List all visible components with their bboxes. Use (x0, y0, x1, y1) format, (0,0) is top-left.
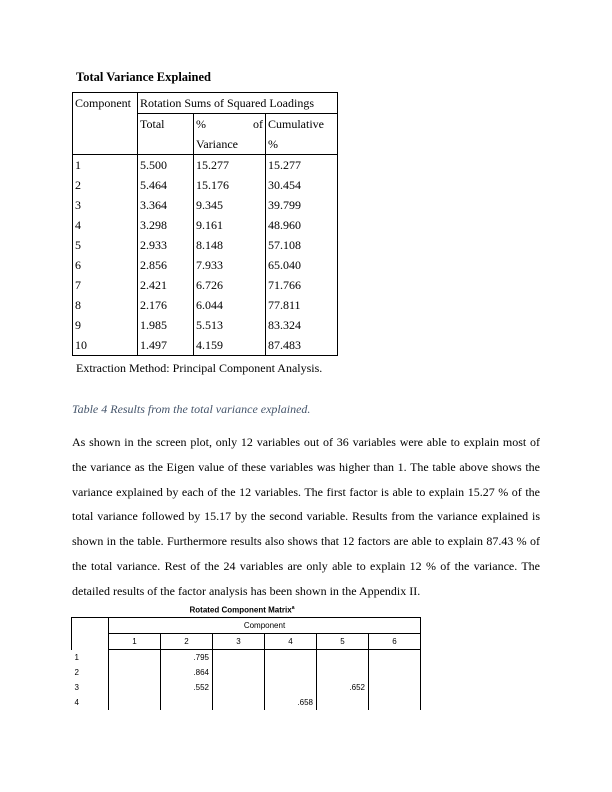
cell-total: 2.176 (138, 295, 194, 315)
matrix-cell (317, 695, 369, 710)
rotated-matrix-title: Rotated Component Matrix$^a$ (189, 605, 295, 615)
variance-row (73, 175, 338, 195)
matrix-cell (317, 665, 369, 680)
variance-row (73, 255, 338, 275)
cell-total: 3.364 (138, 195, 194, 215)
rotated-component-matrix (71, 617, 421, 710)
cell-total: 2.856 (138, 255, 194, 275)
cell-cum: 39.799 (266, 195, 338, 215)
matrix-row (72, 650, 421, 666)
total-variance-table (72, 92, 338, 356)
matrix-row-label: 4 (74, 698, 79, 707)
cell-cum: 48.960 (266, 215, 338, 235)
cell-component: 4 (73, 215, 138, 235)
cell-pct: 6.726 (194, 275, 266, 295)
cell-component: 8 (73, 295, 138, 315)
cell-component: 10 (73, 335, 138, 356)
header-cumulative: Cumulative % (266, 114, 338, 155)
cell-total: 5.500 (138, 155, 194, 176)
cell-cum: 57.108 (266, 235, 338, 255)
header-total: Total (138, 114, 194, 155)
matrix-column-header: 4 (265, 634, 317, 650)
header-component: Component (73, 93, 138, 155)
matrix-cell (109, 680, 161, 695)
cell-cum: 87.483 (266, 335, 338, 356)
matrix-component-header: Component (109, 618, 421, 634)
matrix-column-header: 1 (109, 634, 161, 650)
matrix-column-header: 3 (213, 634, 265, 650)
variance-table-title: Total Variance Explained (76, 70, 211, 84)
cell-pct: 5.513 (194, 315, 266, 335)
cell-total: 5.464 (138, 175, 194, 195)
variance-row (73, 295, 338, 315)
cell-cum: 65.040 (266, 255, 338, 275)
cell-total: 2.933 (138, 235, 194, 255)
matrix-column-header: 6 (369, 634, 421, 650)
matrix-row (72, 665, 421, 680)
cell-cum: 71.766 (266, 275, 338, 295)
matrix-cell: .864 (161, 665, 213, 680)
matrix-cell: .552 (161, 680, 213, 695)
table-caption: Table 4 Results from the total variance explained. (72, 402, 311, 416)
matrix-cell (213, 650, 265, 666)
extraction-method-note: Extraction Method: Principal Component Analysis. (76, 361, 323, 375)
cell-pct: 9.345 (194, 195, 266, 215)
cell-component: 5 (73, 235, 138, 255)
cell-cum: 15.277 (266, 155, 338, 176)
cell-pct: 8.148 (194, 235, 266, 255)
matrix-cell (265, 680, 317, 695)
matrix-row-label: 3 (74, 683, 79, 692)
cell-total: 1.497 (138, 335, 194, 356)
variance-row (73, 215, 338, 235)
cell-pct: 6.044 (194, 295, 266, 315)
matrix-column-header: 5 (317, 634, 369, 650)
matrix-cell (369, 695, 421, 710)
cell-component: 3 (73, 195, 138, 215)
header-rotation-sums: Rotation Sums of Squared Loadings (138, 93, 338, 114)
matrix-cell: .795 (161, 650, 213, 666)
matrix-cell (265, 665, 317, 680)
cell-total: 3.298 (138, 215, 194, 235)
matrix-cell (369, 650, 421, 666)
variance-row (73, 335, 338, 356)
cell-total: 1.985 (138, 315, 194, 335)
matrix-cell (369, 665, 421, 680)
matrix-row-label: 1 (74, 652, 79, 662)
cell-cum: 77.811 (266, 295, 338, 315)
matrix-row (72, 680, 421, 695)
cell-component: 7 (73, 275, 138, 295)
variance-row (73, 315, 338, 335)
cell-pct: 9.161 (194, 215, 266, 235)
matrix-cell (109, 650, 161, 666)
cell-pct: 7.933 (194, 255, 266, 275)
cell-cum: 30.454 (266, 175, 338, 195)
matrix-cell: .652 (317, 680, 369, 695)
variance-row (73, 155, 338, 176)
cell-component: 2 (73, 175, 138, 195)
matrix-cell (265, 650, 317, 666)
matrix-cell (213, 695, 265, 710)
cell-component: 9 (73, 315, 138, 335)
matrix-stub-header (72, 618, 109, 650)
cell-total: 2.421 (138, 275, 194, 295)
variance-row (73, 235, 338, 255)
body-paragraph: As shown in the screen plot, only 12 variables out of 36 variables were able to explain most of the variance as the Eigen value of these variables was higher than 1. The table above shows the variance explained by each of the 12 variables. The first factor is able to explain 15.27 % of the total variance followed by 15.17 by the second variable. Results from the variance explained is shown in the table. Furthermore results also shows that 12 factors are able to explain 87.43 % of the total variance. Rest of the 24 variables are only able to explain 12 % of the variance. The detailed results of the factor analysis has been shown in the Appendix II. (72, 435, 540, 598)
matrix-cell (109, 695, 161, 710)
matrix-column-header: 2 (161, 634, 213, 650)
cell-cum: 83.324 (266, 315, 338, 335)
cell-component: 6 (73, 255, 138, 275)
cell-pct: 4.159 (194, 335, 266, 356)
matrix-cell: .658 (265, 695, 317, 710)
matrix-cell (109, 665, 161, 680)
cell-pct: 15.277 (194, 155, 266, 176)
variance-row (73, 275, 338, 295)
matrix-cell (369, 680, 421, 695)
cell-pct: 15.176 (194, 175, 266, 195)
matrix-cell (317, 650, 369, 666)
matrix-cell (213, 680, 265, 695)
matrix-row (72, 695, 421, 710)
variance-row (73, 195, 338, 215)
matrix-row-label: 2 (74, 668, 79, 677)
matrix-cell (213, 665, 265, 680)
matrix-cell (161, 695, 213, 710)
header-pct-variance: % of Variance (194, 114, 266, 155)
cell-component: 1 (73, 155, 138, 176)
